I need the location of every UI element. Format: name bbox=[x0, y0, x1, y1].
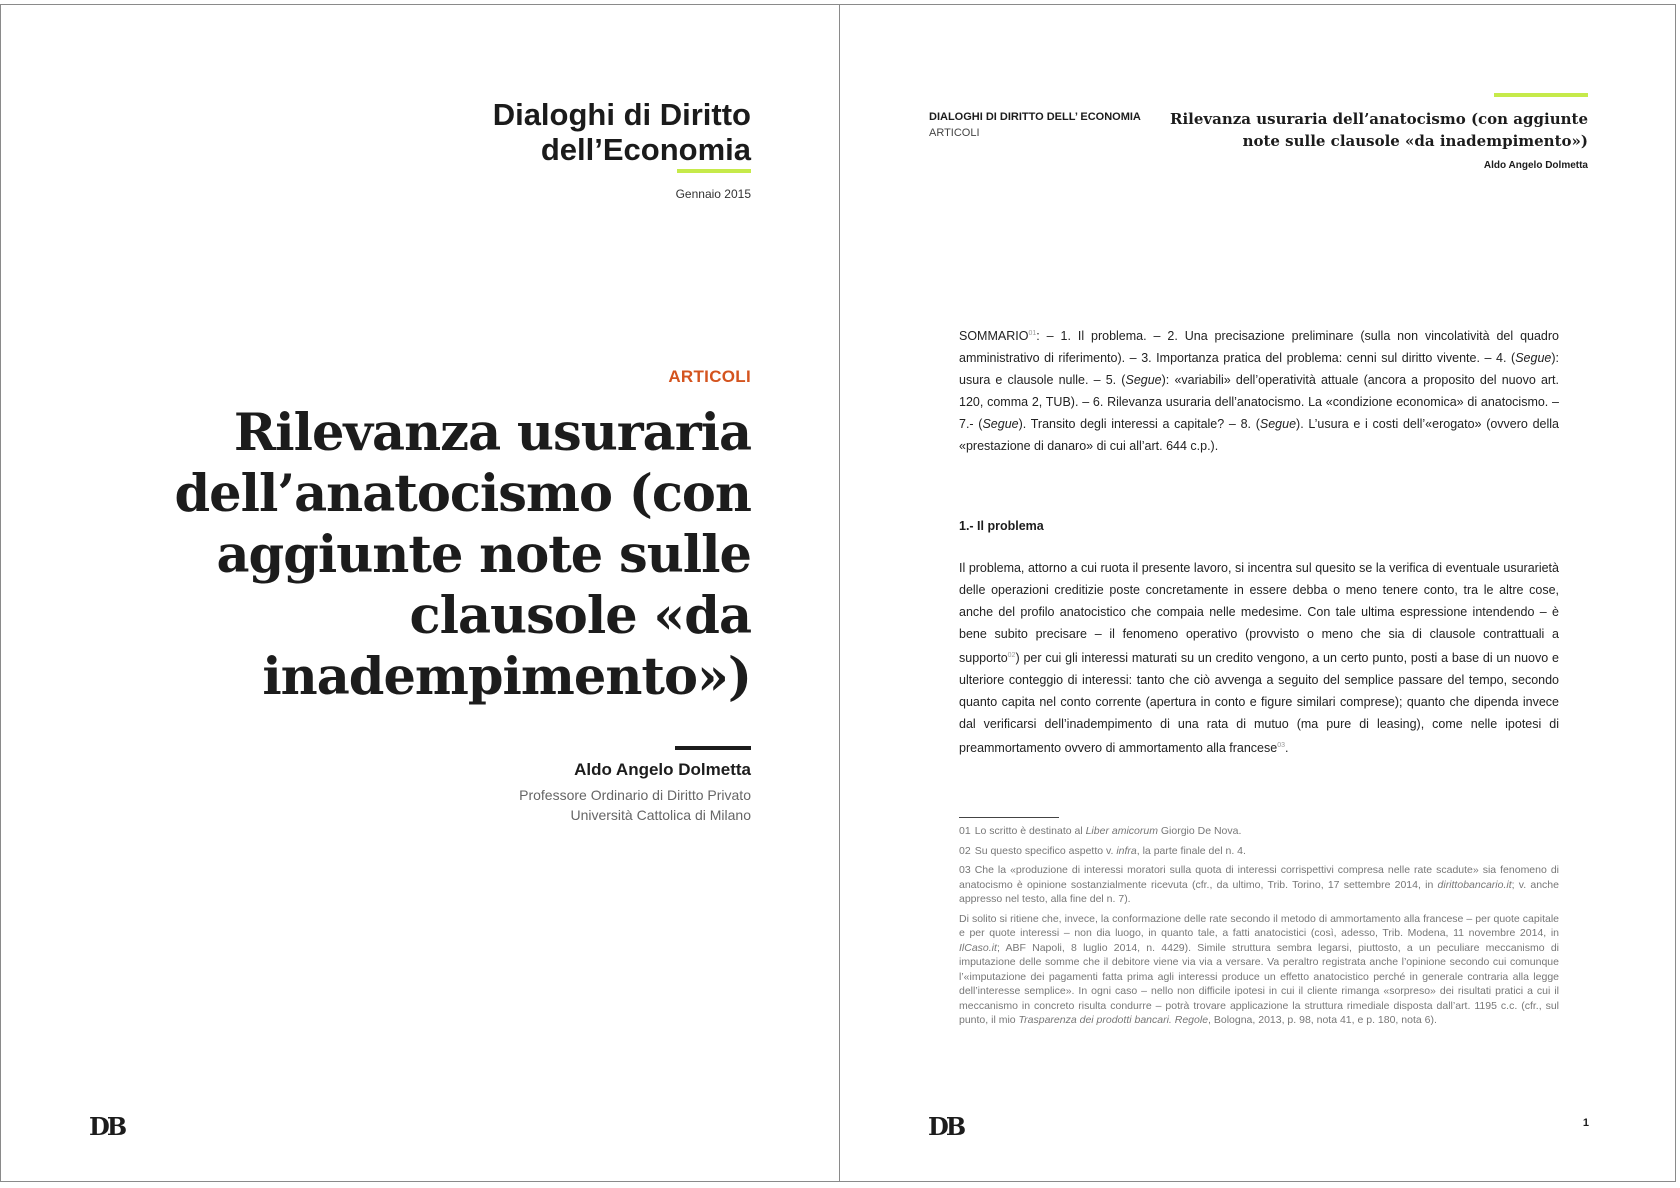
journal-title bbox=[493, 97, 751, 167]
footnote-continuation: Di solito si ritiene che, invece, la conformazione delle rate secondo il metodo di ammortamento alla francese – per quote capitale e per quote interessi – non dia luogo, in quanto tale, a fatti anatocistici (così, adesso, Trib. Modena, 11 novembre 2014, in IlCaso.it; ABF Napoli, 8 luglio 2014, n. 4429). Simile struttura sembra legarsi, piuttosto, a un peculiare meccanismo di imputazione delle somme che il debitore viene via via a versare. Va peraltro registrata anche l’opinione secondo cui comunque l’«imputazione dei pagamenti fatta prima agli interessi produce un effetto anatocistico perché in generale contraria alla legge dell’interesse semplice». In ogni caso – nello non difficile ipotesi in cui il cliente rimanga «sorpreso» dei risultati pratici a cui il meccanismo in concreto risulta condurre – potrà trovare applicazione la struttura rimediale disposta dall’art. 1195 c.c. (cfr., sul punto, il mio Trasparenza dei prodotti bancari. Regole, Bologna, 2013, p. 98, nota 41, e p. 180, nota 6). bbox=[959, 912, 1559, 1026]
footnotes bbox=[959, 824, 1559, 1033]
section-heading: 1.- Il problema bbox=[959, 519, 1044, 533]
body-paragraph: Il problema, attorno a cui ruota il presente lavoro, si incentra sul quesito se la verifica di eventuale usurarietà delle operazioni creditizie poste concretamente in essere debba o meno tenere conto, tra le altre cose, anche del profilo anatocistico che compaia nelle medesime. Con tale ultima espressione intendendo – è bene subito precisare – il fenomeno operativo (provvisto o meno che sia di clausole contrattuali a supporto$^{02}$) per cui gli interessi maturati su un credito vengono, a un certo punto, posti a base di un nuovo e ulteriore conteggio di interessi: tanto che ciò avvenga a seguito del semplice passare del tempo, secondo quanto capita nel conto corrente (apertura in conto e figure similari comprese); quanto che dipenda invece dal verificarsi dell’inadempimento di una rata di mutuo (ma pure di leasing), come nelle ipotesi di preammortamento ovvero di ammortamento alla francese$^{03}$. bbox=[959, 561, 1559, 756]
running-header-title: Rilevanza usuraria dell’anatocismo (con aggiunte note sulle clausole «da inadempimento») bbox=[1170, 110, 1588, 150]
author-university: Università Cattolica di Milano bbox=[570, 807, 751, 823]
journal-title-line2: dell’Economia bbox=[540, 132, 751, 167]
footnote-ref: 01 bbox=[1028, 330, 1037, 337]
header-accent-bar bbox=[1494, 93, 1588, 97]
summary-label: SOMMARIO bbox=[959, 329, 1029, 344]
page-number: 1 bbox=[1582, 1117, 1589, 1129]
section-label: ARTICOLI bbox=[668, 367, 751, 386]
db-logo: DB bbox=[928, 1112, 964, 1141]
author-role: Professore Ordinario di Diritto Privato bbox=[519, 787, 751, 803]
issue-date: Gennaio 2015 bbox=[675, 187, 751, 201]
article-title: Rilevanza usuraria dell’anatocismo (con aggiunte note sulle clausole «da inadempimento») bbox=[174, 403, 751, 707]
author-name: Aldo Angelo Dolmetta bbox=[574, 760, 751, 779]
author-affiliation bbox=[519, 785, 751, 825]
running-header-section: ARTICOLI bbox=[929, 127, 980, 139]
running-header-author: Aldo Angelo Dolmetta bbox=[1483, 160, 1588, 171]
journal-title-line1: Dialoghi di Diritto bbox=[492, 97, 751, 132]
left-page bbox=[0, 4, 840, 1182]
running-header-journal: DIALOGHI DI DIRITTO DELL’ ECONOMIA bbox=[929, 111, 1141, 123]
summary-paragraph: SOMMARIO$^{01}$: – 1. Il problema. – 2. Una precisazione preliminare (sulla non vincolatività del quadro amministrativo di riferimento). – 3. Importanza pratica del problema: cenni sul diritto vivente. – 4. (Segue): usura e clausole nulle. – 5. (Segue): «variabili» dell’operatività attuale (ancora a proposito del nuovo art. 120, comma 2, TUB). – 6. Rilevanza usuraria dell’anatocismo. La «condizione economica» di anatocismo. – 7.- (Segue). Transito degli interessi a capitale? – 8. (Segue). L’usura e i costi dell’«erogato» (ovvero della «prestazione di danaro» di cui all’art. 644 c.p.). bbox=[959, 329, 1560, 454]
footnote: 03 Che la «produzione di interessi moratori sulla quota di interessi corrispettivi compresa nelle rate scadute» sia fenomeno di anatocismo è opinione sostanzialmente ricevuta (cfr., da ultimo, Trib. Torino, 17 settembre 2014, in dirittobancario.it; v. anche appresso nel testo, alla fine del n. 7). bbox=[959, 864, 1559, 905]
footnote-ref: 03 bbox=[1277, 742, 1285, 750]
footnote: 02 Su questo specifico aspetto v. infra, la parte finale del n. 4. bbox=[959, 844, 1246, 857]
author-divider bbox=[675, 746, 751, 750]
right-page bbox=[839, 4, 1676, 1182]
accent-bar bbox=[677, 169, 751, 173]
footnote-rule bbox=[959, 817, 1059, 818]
db-logo: DB bbox=[89, 1112, 125, 1141]
footnote-ref: 02 bbox=[1007, 652, 1016, 659]
footnote: 01 Lo scritto è destinato al Liber amicorum Giorgio De Nova. bbox=[959, 825, 1242, 837]
